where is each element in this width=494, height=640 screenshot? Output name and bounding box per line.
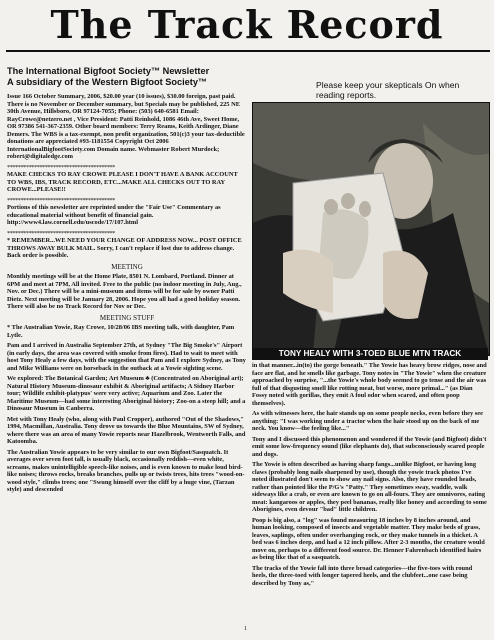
newsletter-title: The International Bigfoot Society™ Newsletter <box>7 66 210 76</box>
masthead-title: The Track Record <box>50 2 444 47</box>
yowie-paragraph: Tony and I discussed this phenomenon and wondered if the Yowie (and Bigfoot) didn't emit some low-frequency sound (like elephants do), that subconsciously scared people and dogs. <box>252 435 487 458</box>
stuff-paragraph: Met with Tony Healy (who, along with Paul Cropper), authored "Out of the Shadows," 1994, Macmillan, Australia. Tony drove us towards the Blue Mountains, SW of Sydney, where there was an area of many Yowie reports near Hazelbrook, Wentworth Falls, and Katoomba. <box>7 415 246 445</box>
divider-stars: **************************************** <box>7 229 115 237</box>
masthead-rule <box>6 50 490 52</box>
meeting-heading: MEETING <box>111 262 143 271</box>
divider-stars: **************************************** <box>7 196 115 204</box>
stuff-paragraph: Pam and I arrived in Australia September 27th, at Sydney "The Big Smoke's" Airport (in early days, the area was covered with smoke from fires). Had to wait to meet with host Tony Healy a few days, with the suggestion that Pam and I explore Sydney, as Tony and Mike Williams were on horseback in the outback at a Yowie sighting scene. <box>7 342 246 372</box>
stuff-paragraph: The Australian Yowie appears to be very similar to our own Bigfoot/Sasquatch. It averages over seven foot tall, is usually black, occasionally reddish—even white, screams, makes unintelligible speech-like noises, and is even known to make loud bird-like noises; throws rocks, breaks branches, pulls up or twists trees, hits trees "wood-on-wood style," climbs trees; one "Swung himself over the cliff by a huge vine, (Tarzan style) and descended <box>7 448 245 493</box>
photo-illustration <box>253 103 489 355</box>
yowie-paragraph: The Yowie is often described as having sharp fangs...unlike Bigfoot, or having long claws (probably long nails sharpened by use), though the yowie track photos I've noted illustrated don't seem to show any nail signs. Also, they have rounded heads, rather than pointed like the P/G's "Patty." They sometimes sway, waddle, walk sideways like a crab, or even are known to go on all-fours. They are omnivores, eating meat: kangaroos or apples, they peel bananas, really like honey and according to some Aborigines, even devour "bad" little children. <box>252 461 487 513</box>
page-number: 1 <box>244 626 247 632</box>
newsletter-subtitle: A subsidiary of the Western Bigfoot Society™ <box>7 77 208 87</box>
stuff-paragraph: We explored: The Botanical Garden; Art Museum ♣ (Concentrated on Aboriginal art); Natural History Museum-dinosaur exhibit & Aboriginal artifacts; A Sidney Harbor tour; Wildlife exhibit-platypus' were very active; Aquarium and Zoo. Later the Maritime Museum—had some interesting Aboriginal history; Zoo-on a steep hill; and a Dinosaur Museum in Canberra. <box>7 375 246 412</box>
issue-info: Issue 166 October Summary, 2006, $20.00 year (10 issues), $30.00 foreign, past paid. There is no November or December summary, but Specials may be published, 225 NE 30th Avenue, Hillsboro, OR 97124-7055; Phone: (503) 640-6581 Email: RayCrowe@netzero.net , Vice President: Patti Reinhold, 1086 46th Ave, Sweet Home, OR 97386 541-367-2359. Other board members: Terry Reams, Keith Ardinger, Diane Demers. The WBS is a tax-exempt, non profit organization, 501(c)3 your tax-deductible donations are appreciated #93-1181554 Copyright Oct 2006 InternationalBigfootSociety.com Domain name. Webmaster Robert Murdock; robert@digitaledge.com <box>7 93 245 160</box>
right-column <box>252 362 488 590</box>
address-notice: * REMEMBER...WE NEED YOUR CHANGE OF ADDRESS NOW... POST OFFICE THROWS AWAY BULK MAIL. Sorry, I can't replace if lost due to address change. Back order is possible. <box>7 237 242 259</box>
yowie-paragraph: The tracks of the Yowie fall into three broad categories—the five-toes with round heels, the three-toed with longer tapered heels, and the clubfeet...one case being described by Tony as," <box>252 564 473 587</box>
checks-notice: MAKE CHECKS TO RAY CROWE PLEASE I DON'T HAVE A BANK ACCOUNT TO WBS, IBS, TRACK RECORD, ETC...MAKE ALL CHECKS OUT TO RAY CROWE...PLEASE!! <box>7 171 238 193</box>
meeting-text: Monthly meetings will be at the Home Plate, 8501 N. Lombard, Portland. Dinner at 6PM and meet at 7PM, All invited. Free to the public (no indoor meeting in July, Aug., Nov. or Dec.) There will be a mini-museum and items will be for sale by owner Patti Dietz. Next meeting will be January 28, 2006. Hope you all had a good holiday season. There will also be no Track Record for Nov or Dec. <box>7 273 242 310</box>
yowie-paragraph: in that manner...in(to) the gorge beneath." The Yowie has heavy brow ridges, nose and face are flat, and he smells like garbage. Tony notes in "The Yowie" when the creature approached by surprise, "...the Yowie's whole body seemed to go tense and the air was full of that disgusting smell like rotting meat, but worse, more primal..." (as Dian Fossy noted with gorillas, they emit A foul odor when scared, and often poop themselves). <box>252 362 487 407</box>
photo-caption: TONY HEALY WITH 3-TOED BLUE MTN TRACK <box>252 348 488 360</box>
tony-healy-photo <box>252 102 490 356</box>
skeptical-note: Please keep your skepticals On when reading reports. <box>316 80 460 100</box>
fair-use-notice: Portions of this newsletter are reprinted under the "Fair Use" Commentary as educational material without benefit of financial gain. http://www4.law.cornell.edu/uscode/17/107.html <box>7 204 221 226</box>
meeting-stuff-heading: MEETING STUFF <box>99 313 155 322</box>
yowie-paragraph: Poop is big also, a "log" was found measuring 18 inches by 8 inches around, and human looking, composed of insects and vegetable matter. They make beds of grass, leaves, saplings, often under overhanging rock, or they make tunnels in a thicket. A bed was 6 inches deep, and had a 12 inch pillow. After 2-3 months, the creature would move on, perhaps to a different food source. Dr. Henner Fahrenbach identified hairs as being like that of a sasquatch. <box>252 516 485 561</box>
yowie-paragraph: As with witnesses here, the hair stands up on some people necks, even before they see anything: "I was working under a tractor when the hair stood up on the back of me neck. You know—the feeling like..." <box>252 410 483 432</box>
left-column <box>7 66 247 497</box>
stuff-paragraph: * The Australian Yowie, Ray Crowe, 10/28/06 IBS meeting talk, with daughter, Pam Lytle. <box>7 324 235 339</box>
divider-stars: **************************************** <box>7 163 115 171</box>
